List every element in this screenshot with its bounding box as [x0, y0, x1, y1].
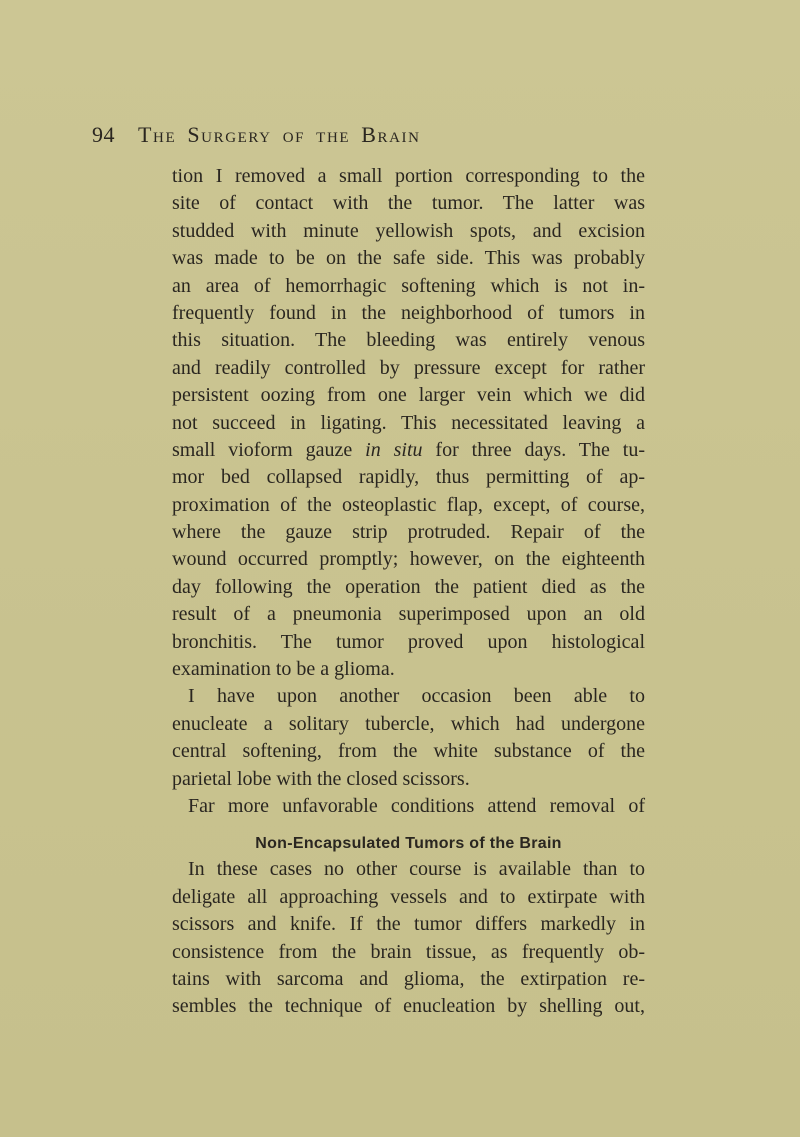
text-line: examination to be a glioma. [172, 658, 395, 681]
text-line: and readily controlled by pressure except for rather [172, 356, 645, 379]
running-title: The Surgery of the Brain [138, 122, 421, 147]
text-line: tion I removed a small portion corresponding to the [172, 165, 645, 187]
paragraph-2 [172, 683, 645, 793]
text-line: tains with sarcoma and glioma, the extirpation re- [172, 967, 645, 990]
text-line: mor bed collapsed rapidly, thus permitting of ap- [172, 466, 645, 489]
text-line: where the gauze strip protruded. Repair of the [172, 521, 645, 544]
text-line: Far more unfavorable conditions attend removal of [188, 794, 645, 817]
text-line: persistent oozing from one larger vein which we did [172, 384, 645, 407]
text-line: bronchitis. The tumor proved upon histological [172, 630, 645, 653]
text-line: studded with minute yellowish spots, and excision [172, 219, 645, 242]
paragraph-3 [172, 793, 645, 820]
text-line: enucleate a solitary tubercle, which had undergone [172, 712, 645, 735]
page-number: 94 [92, 122, 115, 147]
text-line: site of contact with the tumor. The latter was [172, 192, 645, 215]
text-line: proximation of the osteoplastic flap, except, of course, [172, 493, 645, 516]
text-segment: for three days. The tu- [422, 438, 645, 461]
text-line: day following the operation the patient died as the [172, 575, 645, 598]
paragraph-4 [172, 856, 645, 1020]
text-line: scissors and knife. If the tumor differs markedly in [172, 913, 645, 936]
text-line: central softening, from the white substance of the [172, 740, 645, 763]
text-line: this situation. The bleeding was entirely venous [172, 329, 645, 352]
text-line: In these cases no other course is available than to [188, 858, 645, 881]
text-line: consistence from the brain tissue, as frequently ob- [172, 940, 645, 963]
text-line: was made to be on the safe side. This was probably [172, 247, 645, 270]
page-header [92, 122, 692, 152]
text-line: parietal lobe with the closed scissors. [172, 767, 470, 790]
section-heading: Non-Encapsulated Tumors of the Brain [255, 835, 562, 853]
text-line: not succeed in ligating. This necessitated leaving a [172, 411, 645, 434]
text-line: sembles the technique of enucleation by shelling out, [172, 995, 645, 1018]
text-line-with-italic [172, 437, 645, 464]
text-line: deligate all approaching vessels and to extirpate with [172, 885, 645, 908]
italic-phrase: in situ [365, 438, 423, 461]
body-text [172, 163, 645, 1021]
text-line: frequently found in the neighborhood of tumors in [172, 301, 645, 324]
text-line: I have upon another occasion been able to [188, 685, 645, 708]
text-line: result of a pneumonia superimposed upon an old [172, 603, 645, 626]
text-line: an area of hemorrhagic softening which is not in- [172, 274, 645, 297]
text-line: wound occurred promptly; however, on the eighteenth [172, 548, 645, 571]
text-segment: small vioform gauze [172, 438, 366, 461]
paragraph-1 [172, 163, 645, 683]
